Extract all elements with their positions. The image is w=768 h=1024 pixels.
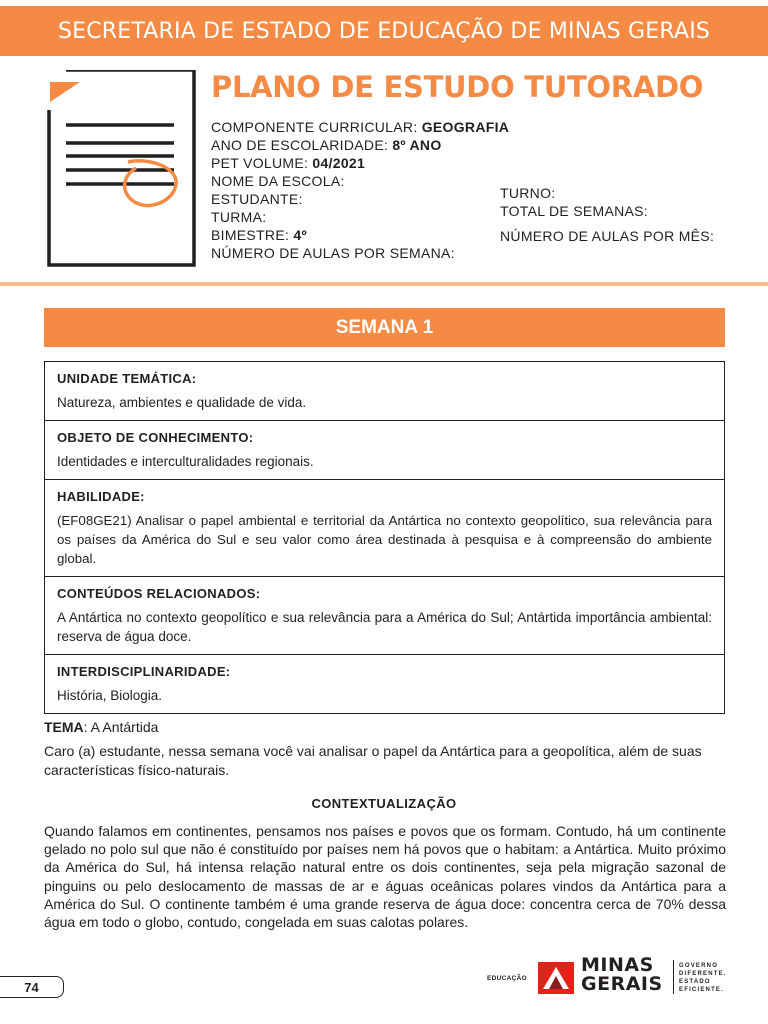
header-divider bbox=[0, 282, 768, 286]
componente-label: COMPONENTE CURRICULAR: bbox=[211, 119, 422, 135]
table-row bbox=[45, 480, 724, 577]
tema-line bbox=[44, 718, 158, 736]
pet-row bbox=[211, 154, 509, 172]
student-info-left bbox=[211, 118, 509, 262]
slogan-line-3: ESTADO bbox=[679, 979, 711, 985]
row-text: (EF08GE21) Analisar o papel ambiental e territorial da Antártica no contexto geopolítico, sua relevância para os países da América do Sul e seu valor como área destinada à pesquisa e à compreensão do ambiente global. bbox=[57, 513, 712, 566]
page-number: 74 bbox=[0, 976, 64, 998]
government-slogan bbox=[679, 962, 727, 994]
document-icon bbox=[44, 70, 199, 270]
banner-text: SECRETARIA DE ESTADO DE EDUCAÇÃO DE MINAS GERAIS bbox=[57, 18, 711, 44]
bimestre-row bbox=[211, 226, 509, 244]
componente-value: GEOGRAFIA bbox=[421, 119, 510, 135]
week-label: SEMANA 1 bbox=[335, 316, 434, 338]
aulas-mes-label: NÚMERO DE AULAS POR MÊS: bbox=[500, 228, 715, 244]
turno-label: TURNO: bbox=[500, 185, 556, 201]
row-text: Identidades e interculturalidades regionais. bbox=[57, 454, 314, 469]
turma-label: TURMA: bbox=[211, 209, 267, 225]
ano-row bbox=[211, 136, 509, 154]
educacao-label: EDUCAÇÃO bbox=[487, 975, 527, 982]
week-heading bbox=[44, 308, 725, 347]
pet-label: PET VOLUME: bbox=[211, 155, 313, 171]
context-title: CONTEXTUALIZAÇÃO bbox=[311, 796, 457, 811]
aulas-semana-label: NÚMERO DE AULAS POR SEMANA: bbox=[211, 245, 455, 261]
row-text: Natureza, ambientes e qualidade de vida. bbox=[57, 395, 307, 410]
pet-value: 04/2021 bbox=[312, 155, 366, 171]
table-row bbox=[45, 421, 724, 480]
row-text: A Antártica no contexto geopolítico e sua relevância para a América do Sul; Antártida importância ambiental: reserva de água doce. bbox=[57, 610, 712, 644]
context-body: Quando falamos em continentes, pensamos nos países e povos que os formam. Contudo, há um continente gelado no polo sul que não é constituído por países nem há povos que o habitam: a Antártica. Muito próximo da América do Sul, há intensa relação natural entre os dois continentes, seja pela migração sazonal de pinguins ou pelo deslocamento de massas de ar e águas oceânicas polares vindos da Antártica para a América do Sul. O continente também é uma grande reserva de água doce: concentra cerca de 70% dessa água em todo o globo, contudo, congelada em suas calotas polares. bbox=[44, 823, 726, 931]
ano-label: ANO DE ESCOLARIDADE: bbox=[211, 137, 393, 153]
slogan-line-4: EFICIENTE. bbox=[679, 987, 725, 993]
bimestre-label: BIMESTRE: bbox=[211, 227, 294, 243]
table-row bbox=[45, 655, 724, 714]
table-row bbox=[45, 577, 724, 655]
slogan-line-2: DIFERENTE. bbox=[679, 971, 727, 977]
row-heading: UNIDADE TEMÁTICA: bbox=[57, 371, 197, 386]
top-banner bbox=[0, 6, 768, 56]
row-heading: OBJETO DE CONHECIMENTO: bbox=[57, 430, 254, 445]
page-title: PLANO DE ESTUDO TUTORADO bbox=[211, 70, 704, 104]
row-heading: CONTEÚDOS RELACIONADOS: bbox=[57, 586, 261, 601]
intro-paragraph: Caro (a) estudante, nessa semana você vai analisar o papel da Antártica para a geopolítica, além de suas características físico-naturais. bbox=[44, 743, 702, 778]
componente-row bbox=[211, 118, 509, 136]
estudante-label: ESTUDANTE: bbox=[211, 191, 303, 207]
bimestre-value: 4º bbox=[293, 227, 307, 243]
escola-label: NOME DA ESCOLA: bbox=[211, 173, 345, 189]
tema-value: : A Antártida bbox=[83, 719, 159, 735]
minas-gerais-wordmark bbox=[581, 956, 663, 994]
tema-label: TEMA bbox=[44, 719, 84, 735]
table-row bbox=[45, 362, 724, 421]
curriculum-table bbox=[44, 361, 725, 714]
minas-gerais-logo-icon bbox=[538, 962, 574, 994]
row-heading: INTERDISCIPLINARIDADE: bbox=[57, 664, 231, 679]
row-text: História, Biologia. bbox=[57, 688, 163, 703]
ano-value: 8º ANO bbox=[392, 137, 442, 153]
logo-line-2: GERAIS bbox=[581, 973, 663, 995]
student-info-right bbox=[500, 184, 714, 245]
logo-line-1: MINAS bbox=[581, 954, 654, 976]
total-semanas-label: TOTAL DE SEMANAS: bbox=[500, 203, 648, 219]
slogan-line-1: GOVERNO bbox=[679, 963, 719, 969]
row-heading: HABILIDADE: bbox=[57, 489, 145, 504]
logo-separator bbox=[673, 960, 674, 994]
